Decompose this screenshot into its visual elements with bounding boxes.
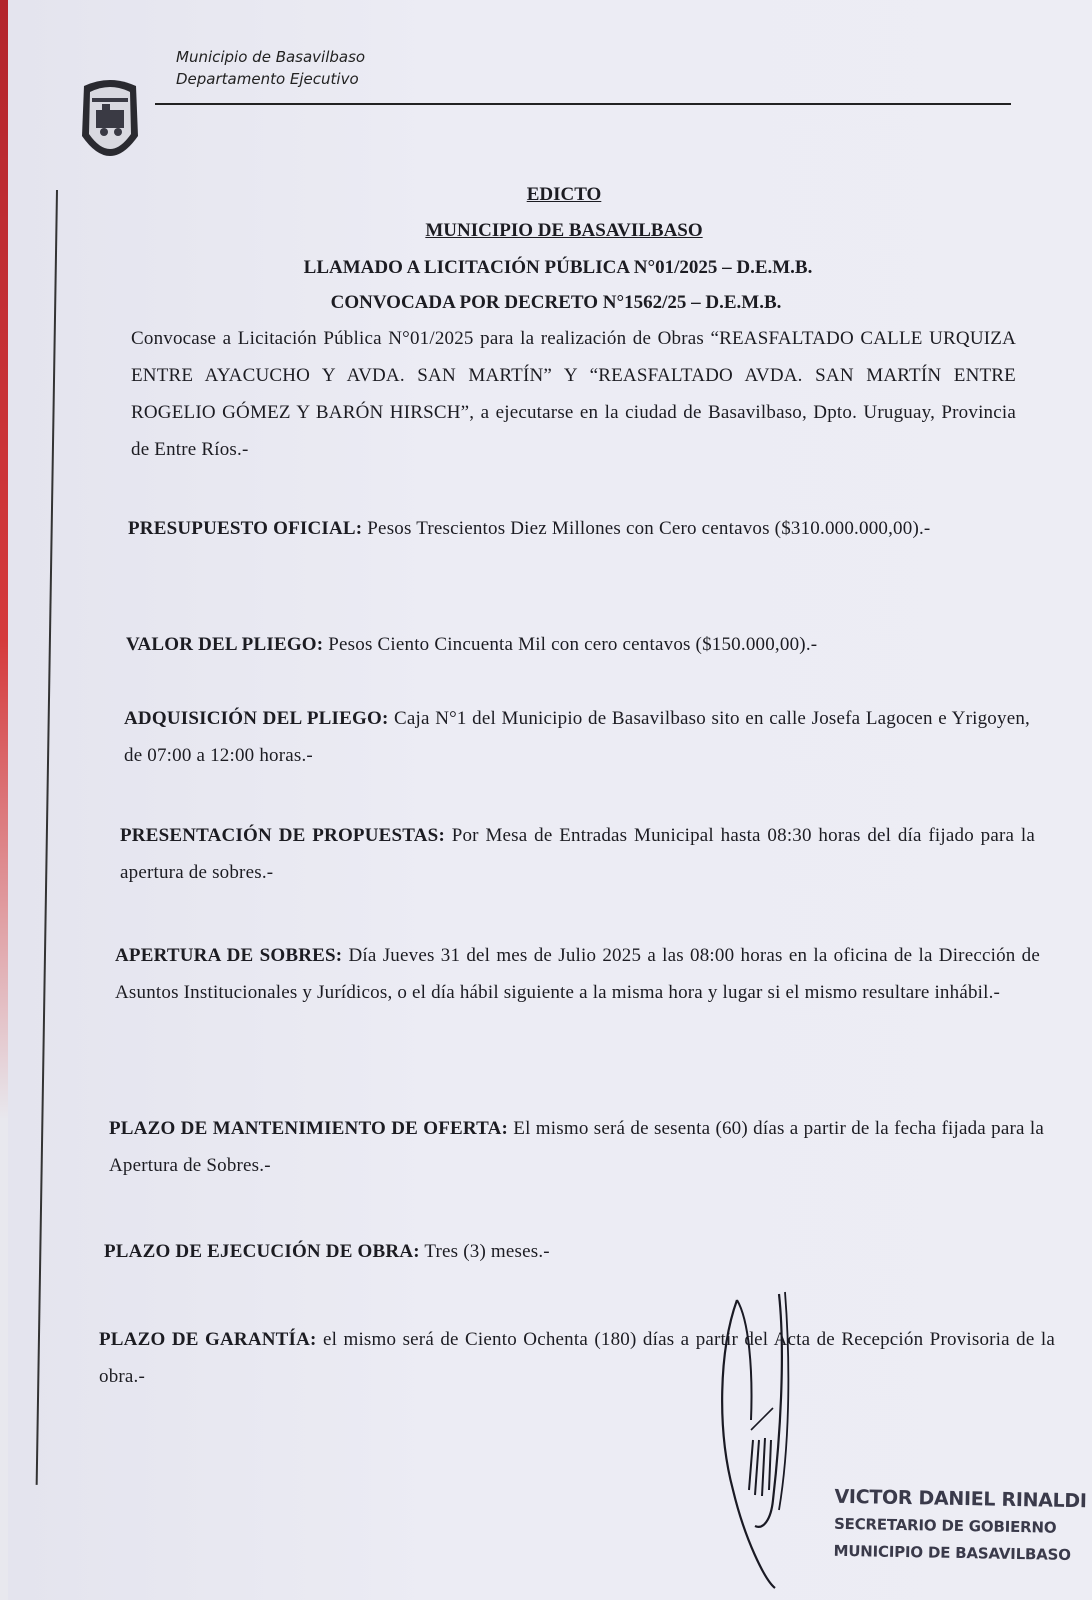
section-label: APERTURA DE SOBRES: bbox=[115, 945, 343, 966]
section-presentacion bbox=[120, 817, 1035, 891]
section-text: Día Jueves 31 del mes de Julio 2025 a las 08:00 horas en la oficina de la Dirección de Asuntos Institucionales y Jurídicos, o el día hábil siguiente a la misma hora y lugar si el mismo resultare inhábil.- bbox=[115, 945, 1041, 1003]
section-label: PLAZO DE GARANTÍA: bbox=[99, 1329, 317, 1350]
official-stamp bbox=[833, 1484, 1087, 1569]
section-label: PLAZO DE MANTENIMIENTO DE OFERTA: bbox=[109, 1118, 509, 1139]
handwritten-signature bbox=[715, 1290, 835, 1590]
section-label: ADQUISICIÓN DEL PLIEGO: bbox=[124, 708, 389, 729]
title-decreto: CONVOCADA POR DECRETO N°1562/25 – D.E.M.B. bbox=[330, 292, 782, 313]
section-text: Tres (3) meses.- bbox=[419, 1241, 550, 1262]
title-edicto: EDICTO bbox=[526, 184, 602, 205]
letterhead-municipality: Municipio de Basavilbaso bbox=[176, 48, 366, 66]
section-text: Pesos Ciento Cincuenta Mil con cero centavos ($150.000,00).- bbox=[323, 634, 818, 655]
section-text: Por Mesa de Entradas Municipal hasta 08:30 horas del día fijado para la apertura de sobres.- bbox=[120, 825, 1036, 883]
letterhead bbox=[176, 46, 365, 90]
section-valor-pliego bbox=[126, 626, 1026, 663]
letterhead-department: Departamento Ejecutivo bbox=[176, 70, 359, 88]
section-ejecucion bbox=[104, 1233, 1044, 1270]
section-label: PRESUPUESTO OFICIAL: bbox=[128, 518, 363, 539]
stamp-name: VICTOR DANIEL RINALDI bbox=[834, 1485, 1087, 1513]
section-text: El mismo será de sesenta (60) días a partir de la fecha fijada para la Apertura de Sobres.- bbox=[109, 1118, 1044, 1176]
section-mantenimiento bbox=[109, 1110, 1044, 1184]
section-label: VALOR DEL PLIEGO: bbox=[126, 634, 324, 655]
desk-edge bbox=[0, 0, 8, 1600]
section-presupuesto bbox=[128, 510, 1023, 547]
section-garantia bbox=[99, 1321, 1055, 1395]
intro-paragraph: Convocase a Licitación Pública N°01/2025 para la realización de Obras “REASFALTADO CALLE URQUIZA ENTRE AYACUCHO Y AVDA. SAN MARTÍN” Y “REASFALTADO AVDA. SAN MARTÍN ENTRE ROGELIO GÓMEZ Y BARÓN HIRSCH”, a ejecutarse en la ciudad de Basavilbaso, Dpto. Uruguay, Provincia de Entre Ríos.- bbox=[131, 328, 1016, 460]
section-label: PRESENTACIÓN DE PROPUESTAS: bbox=[120, 825, 445, 846]
stamp-role: SECRETARIO DE GOBIERNO bbox=[833, 1514, 1057, 1537]
title-licitacion: LLAMADO A LICITACIÓN PÚBLICA N°01/2025 – D.E.M.B. bbox=[303, 257, 813, 278]
section-text: el mismo será de Ciento Ochenta (180) días a partir del Acta de Recepción Provisoria de la obra.- bbox=[99, 1329, 1055, 1387]
municipal-seal-icon bbox=[78, 76, 142, 172]
section-text: Pesos Trescientos Diez Millones con Cero centavos ($310.000.000,00).- bbox=[362, 518, 931, 539]
stamp-org: MUNICIPIO DE BASAVILBASO bbox=[833, 1541, 1071, 1564]
section-text: Caja N°1 del Municipio de Basavilbaso sito en calle Josefa Lagocen e Yrigoyen, de 07:00 a 12:00 horas.- bbox=[124, 708, 1030, 766]
section-apertura bbox=[115, 937, 1040, 1011]
header-divider bbox=[155, 103, 1011, 105]
section-label: PLAZO DE EJECUCIÓN DE OBRA: bbox=[104, 1241, 420, 1262]
title-municipio: MUNICIPIO DE BASAVILBASO bbox=[425, 220, 703, 241]
section-adquisicion bbox=[124, 700, 1030, 774]
